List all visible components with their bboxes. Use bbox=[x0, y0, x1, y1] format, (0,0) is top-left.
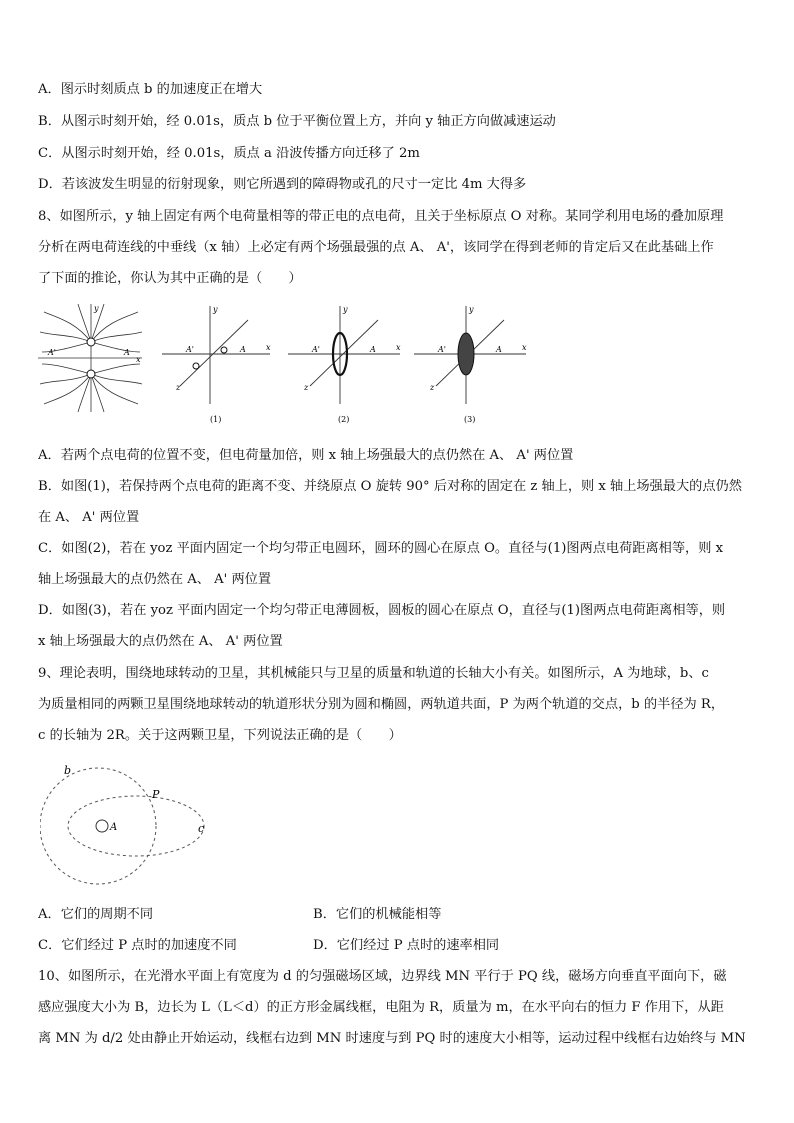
label-c: c bbox=[198, 822, 205, 835]
fig1-caption: (1) bbox=[210, 415, 222, 424]
q7-option-a: A．图示时刻质点 b 的加速度正在增大 bbox=[38, 82, 263, 97]
orbit-c-ellipse bbox=[68, 796, 204, 856]
q9-option-d: D．它们经过 P 点时的速率相同 bbox=[313, 938, 500, 953]
fig0-label-y: y bbox=[94, 304, 99, 313]
q8-option-b-line-2: 在 A、 A' 两位置 bbox=[38, 510, 140, 525]
fig0-label-a-prime: A' bbox=[48, 348, 56, 357]
fig3-caption: (3) bbox=[464, 415, 476, 424]
orbit-figure bbox=[40, 760, 220, 888]
q8-option-d-line-2: x 轴上场强最大的点仍然在 A、 A' 两位置 bbox=[38, 634, 283, 649]
fig0-label-a: A bbox=[124, 348, 130, 357]
q9-option-a: A．它们的周期不同 bbox=[38, 907, 154, 922]
charged-disk bbox=[458, 333, 474, 375]
q7-option-d: D．若该波发生明显的衍射现象，则它所遇到的障碍物或孔的尺寸一定比 4m 大得多 bbox=[38, 177, 527, 192]
q9-stem-line-1: 9、理论表明，围绕地球转动的卫星，其机械能只与卫星的质量和轨道的长轴大小有关。如图所示，A 为地球，b、c bbox=[38, 666, 709, 681]
fig2-label-x: x bbox=[396, 343, 401, 352]
figure-1 bbox=[158, 302, 278, 426]
q8-stem-line-2: 分析在两电荷连线的中垂线（x 轴）上必定有两个场强最强的点 A、 A'，该同学在得到老师的肯定后又在此基础上作 bbox=[38, 240, 714, 255]
fig1-label-z: z bbox=[176, 383, 181, 392]
orbit-b-circle bbox=[40, 768, 156, 884]
figure-3 bbox=[410, 302, 532, 426]
q10-stem-line-2: 感应强度大小为 B，边长为 L（L＜d）的正方形金属线框，电阻为 R，质量为 m，在水平向右的恒力 F 作用下，从距 bbox=[38, 1000, 724, 1015]
q9-option-b: B．它们的机械能相等 bbox=[313, 907, 442, 922]
fig3-label-a: A bbox=[496, 345, 502, 354]
q8-option-a: A．若两个点电荷的位置不变，但电荷量加倍，则 x 轴上场强最大的点仍然在 A、 A' 两位置 bbox=[38, 448, 574, 463]
fig2-label-z: z bbox=[304, 383, 309, 392]
fig3-label-z: z bbox=[430, 383, 435, 392]
q10-stem-line-3: 离 MN 为 d/2 处由静止开始运动，线框右边到 MN 时速度与到 PQ 时的速度大小相等，运动过程中线框右边始终与 MN bbox=[38, 1031, 746, 1046]
fig1-charge-1 bbox=[221, 347, 227, 353]
fig1-charge-2 bbox=[193, 363, 199, 369]
q7-option-c: C．从图示时刻开始，经 0.01s，质点 a 沿波传播方向迁移了 2m bbox=[38, 146, 420, 161]
q8-option-c-line-1: C．如图(2)，若在 yoz 平面内固定一个均匀带正电圆环，圆环的圆心在原点 O。直径与(1)图两点电荷距离相等，则 x bbox=[38, 541, 724, 556]
q9-stem-line-3: c 的长轴为 2R。关于这两颗卫星，下列说法正确的是（ ） bbox=[38, 728, 402, 743]
q8-option-c-line-2: 轴上场强最大的点仍然在 A、 A' 两位置 bbox=[38, 572, 272, 587]
q9-option-c: C．它们经过 P 点时的加速度不同 bbox=[38, 938, 237, 953]
q8-option-d-line-1: D．如图(3)，若在 yoz 平面内固定一个均匀带正电薄圆板，圆板的圆心在原点 O，直径与(1)图两点电荷距离相等，则 bbox=[38, 603, 726, 618]
q8-stem-line-3: 了下面的推论，你认为其中正确的是（ ） bbox=[38, 271, 302, 286]
fig3-label-y: y bbox=[469, 305, 474, 314]
field-lines-figure bbox=[36, 302, 146, 414]
q7-option-b: B．从图示时刻开始，经 0.01s，质点 b 位于平衡位置上方，并向 y 轴正方向做减速运动 bbox=[38, 114, 556, 129]
label-a: A bbox=[110, 822, 118, 833]
q8-option-b-line-1: B．如图(1)，若保持两个点电荷的距离不变、并绕原点 O 旋转 90° 后对称的固定在 z 轴上，则 x 轴上场强最大的点仍然 bbox=[38, 479, 742, 494]
fig2-label-a: A bbox=[370, 345, 376, 354]
charge-lower bbox=[87, 370, 95, 378]
label-p: P bbox=[152, 788, 160, 801]
fig3-label-a-prime: A' bbox=[438, 345, 446, 354]
label-b: b bbox=[64, 764, 72, 777]
charge-upper bbox=[87, 338, 95, 346]
fig1-label-y: y bbox=[213, 305, 218, 314]
figure-2 bbox=[284, 302, 406, 426]
fig1-label-a: A bbox=[240, 345, 246, 354]
earth-circle bbox=[96, 820, 108, 832]
fig1-label-x: x bbox=[266, 343, 271, 352]
fig2-label-a-prime: A' bbox=[312, 345, 320, 354]
fig1-label-a-prime: A' bbox=[186, 345, 194, 354]
q10-stem-line-1: 10、如图所示，在光滑水平面上有宽度为 d 的匀强磁场区域，边界线 MN 平行于 PQ 线，磁场方向垂直平面向下，磁 bbox=[38, 969, 727, 984]
fig0-label-x: x bbox=[136, 355, 141, 364]
fig2-caption: (2) bbox=[338, 415, 350, 424]
q8-stem-line-1: 8、如图所示，y 轴上固定有两个电荷量相等的带正电的点电荷，且关于坐标原点 O 对称。某同学利用电场的叠加原理 bbox=[38, 209, 724, 224]
fig2-label-y: y bbox=[343, 305, 348, 314]
q9-stem-line-2: 为质量相同的两颗卫星围绕地球转动的轨道形状分别为圆和椭圆，两轨道共面，P 为两个轨道的交点，b 的半径为 R， bbox=[38, 697, 725, 712]
fig3-label-x: x bbox=[522, 343, 527, 352]
